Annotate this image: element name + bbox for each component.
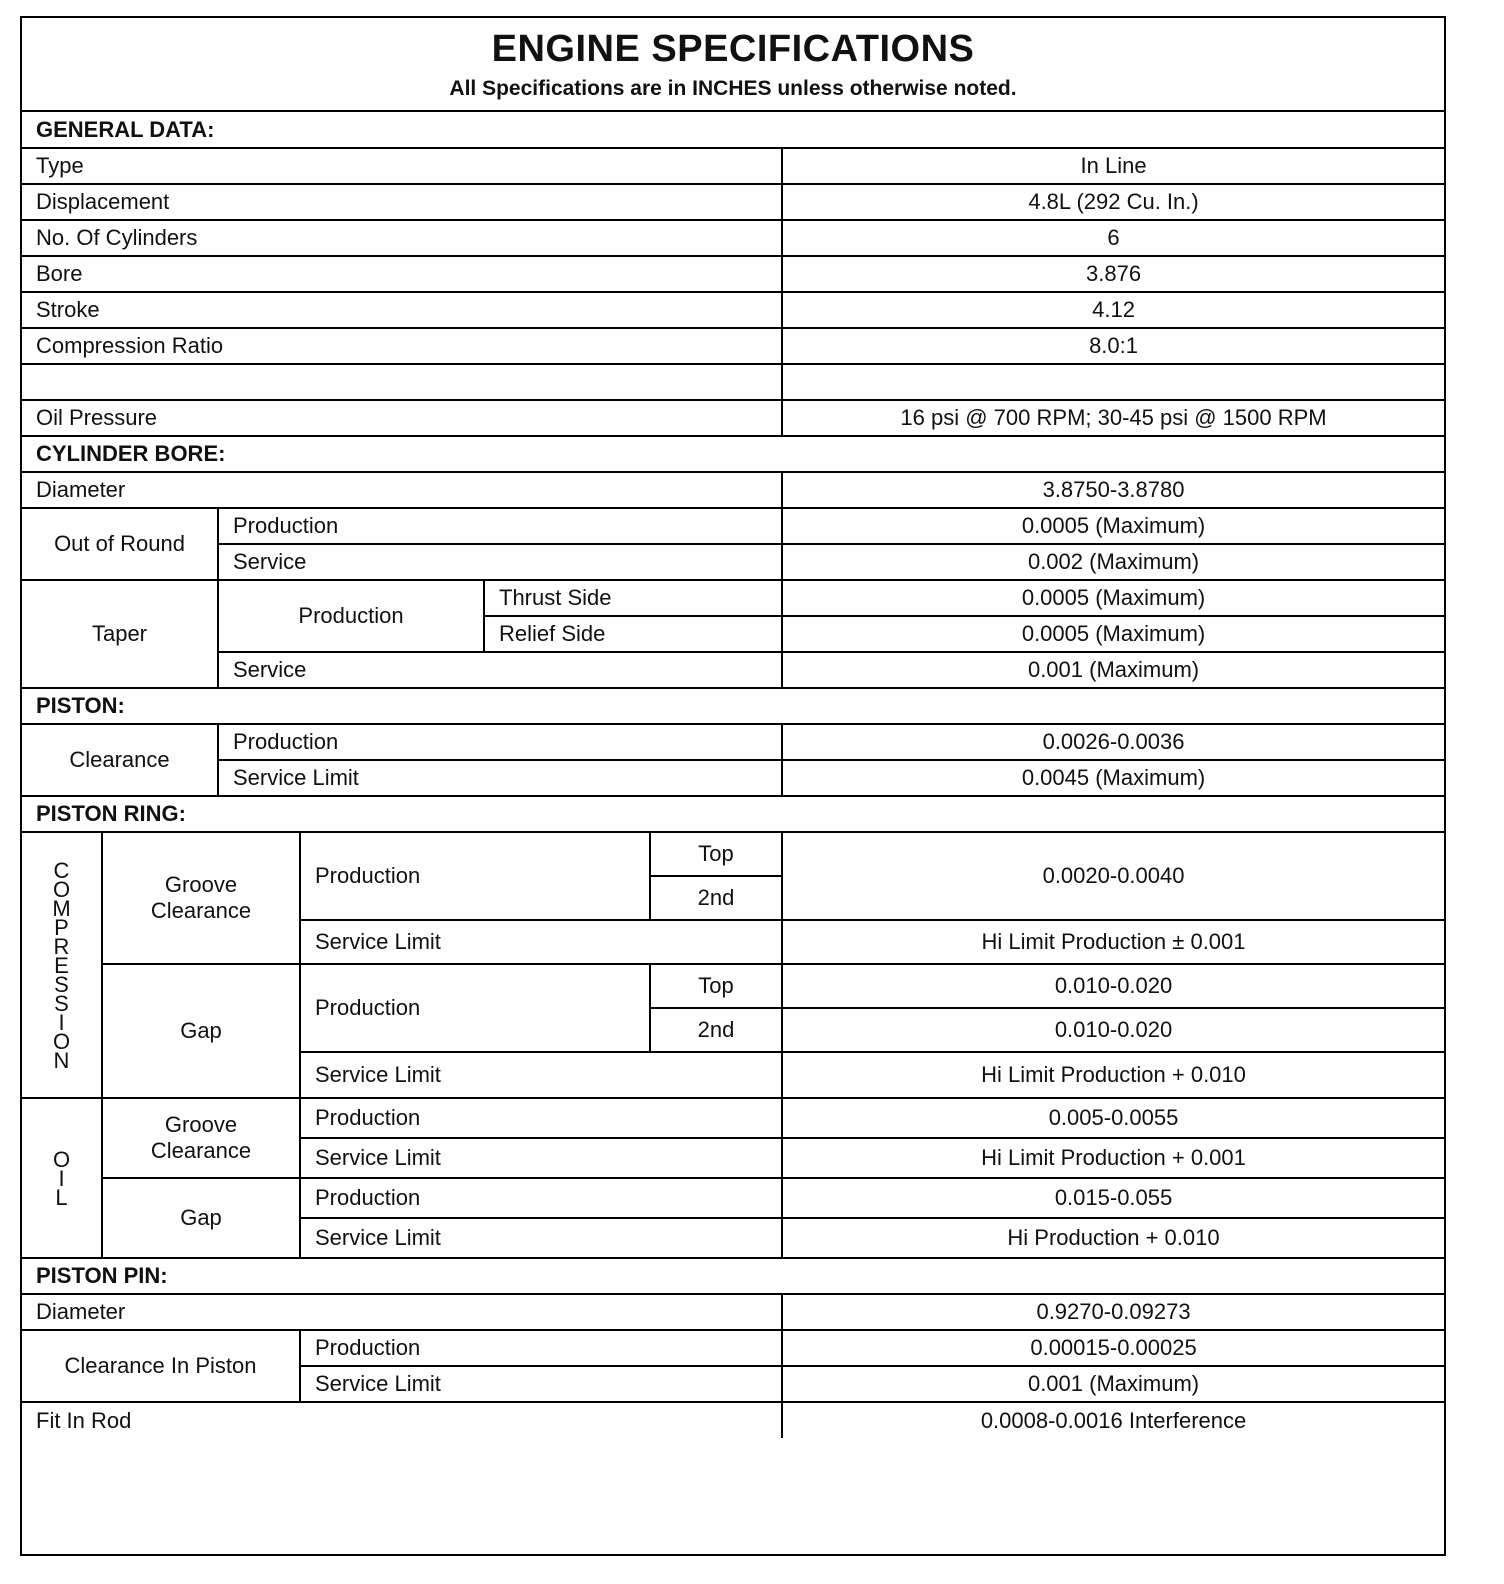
section-piston-ring: PISTON RING: bbox=[22, 796, 1444, 832]
table-row bbox=[22, 1098, 1444, 1138]
vertical-letter: I bbox=[58, 1165, 65, 1191]
group-label-taper: Taper bbox=[22, 580, 218, 688]
table-row bbox=[22, 964, 1444, 1008]
spec-label: Service Limit bbox=[300, 920, 782, 964]
spec-label: Diameter bbox=[22, 1294, 782, 1330]
ring-position-top: Top bbox=[650, 832, 782, 876]
spec-label bbox=[22, 364, 782, 400]
spec-label: Production bbox=[218, 724, 782, 760]
table-row bbox=[22, 544, 1444, 580]
spec-value: 0.0008-0.0016 Interference bbox=[782, 1402, 1444, 1438]
spec-label: Production bbox=[300, 964, 650, 1052]
page-subtitle: All Specifications are in INCHES unless otherwise noted. bbox=[449, 77, 1017, 100]
spec-label: Production bbox=[300, 1330, 782, 1366]
spec-label: No. Of Cylinders bbox=[22, 220, 782, 256]
table-row bbox=[22, 256, 1444, 292]
group-label-taper-production: Production bbox=[218, 580, 484, 652]
vertical-letter: P bbox=[54, 914, 69, 940]
spec-value: 0.015-0.055 bbox=[782, 1178, 1444, 1218]
spec-label: Fit In Rod bbox=[22, 1402, 782, 1438]
spec-value: 0.010-0.020 bbox=[782, 964, 1444, 1008]
vertical-letter: L bbox=[55, 1184, 68, 1210]
spec-label: Service Limit bbox=[218, 760, 782, 796]
table-row bbox=[22, 1294, 1444, 1330]
spec-value: 0.00015-0.00025 bbox=[782, 1330, 1444, 1366]
vertical-letter: S bbox=[54, 990, 69, 1016]
section-row bbox=[22, 796, 1444, 832]
section-cylinder-bore: CYLINDER BORE: bbox=[22, 436, 1444, 472]
vertical-letter: O bbox=[52, 1146, 71, 1172]
section-row bbox=[22, 688, 1444, 724]
page-title: ENGINE SPECIFICATIONS bbox=[491, 28, 975, 70]
engine-spec-sheet bbox=[20, 16, 1446, 1556]
group-label-gap: Gap bbox=[102, 964, 300, 1098]
group-label-oil-gap: Gap bbox=[102, 1178, 300, 1258]
spec-value: 16 psi @ 700 RPM; 30-45 psi @ 1500 RPM bbox=[782, 400, 1444, 436]
ring-position-2nd: 2nd bbox=[650, 876, 782, 920]
group-label-clearance: Clearance bbox=[22, 724, 218, 796]
vertical-letter: C bbox=[53, 857, 70, 883]
spec-value: 0.0005 (Maximum) bbox=[782, 616, 1444, 652]
spec-value: 3.8750-3.8780 bbox=[782, 472, 1444, 508]
spec-label: Thrust Side bbox=[484, 580, 782, 616]
vertical-label-oil bbox=[22, 1098, 102, 1258]
spec-label: Service bbox=[218, 652, 782, 688]
spec-value bbox=[782, 364, 1444, 400]
spec-value: 3.876 bbox=[782, 256, 1444, 292]
spec-label: Production bbox=[218, 508, 782, 544]
group-label-groove-clearance: Groove Clearance bbox=[102, 832, 300, 964]
spec-label: Stroke bbox=[22, 292, 782, 328]
vertical-letter: S bbox=[54, 971, 69, 997]
spec-value: 0.0005 (Maximum) bbox=[782, 580, 1444, 616]
vertical-letter: I bbox=[58, 1009, 65, 1035]
spec-label: Production bbox=[300, 1178, 782, 1218]
vertical-letter: N bbox=[53, 1047, 70, 1073]
table-row bbox=[22, 580, 1444, 616]
spec-value: 4.8L (292 Cu. In.) bbox=[782, 184, 1444, 220]
spec-label: Oil Pressure bbox=[22, 400, 782, 436]
table-row bbox=[22, 1178, 1444, 1218]
spec-label: Diameter bbox=[22, 472, 782, 508]
spec-value: 0.002 (Maximum) bbox=[782, 544, 1444, 580]
table-row bbox=[22, 400, 1444, 436]
table-row bbox=[22, 832, 1444, 876]
vertical-label-compression bbox=[22, 832, 102, 1098]
vertical-letter: M bbox=[52, 895, 71, 921]
table-row bbox=[22, 1402, 1444, 1438]
spec-value: 0.9270-0.09273 bbox=[782, 1294, 1444, 1330]
vertical-letter: E bbox=[54, 952, 69, 978]
section-general-data: GENERAL DATA: bbox=[22, 112, 1444, 148]
spec-label: Production bbox=[300, 1098, 782, 1138]
group-label-out-of-round: Out of Round bbox=[22, 508, 218, 580]
table-row bbox=[22, 292, 1444, 328]
spec-label: Service Limit bbox=[300, 1052, 782, 1098]
spec-value: Hi Limit Production + 0.001 bbox=[782, 1138, 1444, 1178]
spec-label: Displacement bbox=[22, 184, 782, 220]
spec-value: Hi Limit Production ± 0.001 bbox=[782, 920, 1444, 964]
spec-value: 0.0020-0.0040 bbox=[782, 832, 1444, 920]
spec-value: 4.12 bbox=[782, 292, 1444, 328]
spec-value: In Line bbox=[782, 148, 1444, 184]
section-piston: PISTON: bbox=[22, 688, 1444, 724]
table-row bbox=[22, 184, 1444, 220]
ring-position-2nd: 2nd bbox=[650, 1008, 782, 1052]
group-label-clearance-in-piston: Clearance In Piston bbox=[22, 1330, 300, 1402]
spec-label: Compression Ratio bbox=[22, 328, 782, 364]
table-row bbox=[22, 652, 1444, 688]
spec-value: 0.001 (Maximum) bbox=[782, 1366, 1444, 1402]
table-row bbox=[22, 328, 1444, 364]
ring-position-top: Top bbox=[650, 964, 782, 1008]
table-row bbox=[22, 724, 1444, 760]
spec-value: 0.010-0.020 bbox=[782, 1008, 1444, 1052]
table-row bbox=[22, 508, 1444, 544]
table-row bbox=[22, 1330, 1444, 1366]
spec-label: Service Limit bbox=[300, 1366, 782, 1402]
spec-value: 6 bbox=[782, 220, 1444, 256]
vertical-letter: O bbox=[52, 876, 71, 902]
sheet-header bbox=[22, 18, 1444, 112]
spec-table bbox=[22, 112, 1444, 1438]
spec-value: 0.0026-0.0036 bbox=[782, 724, 1444, 760]
spec-label: Service Limit bbox=[300, 1138, 782, 1178]
spec-value: Hi Limit Production + 0.010 bbox=[782, 1052, 1444, 1098]
vertical-letter: R bbox=[53, 933, 70, 959]
section-piston-pin: PISTON PIN: bbox=[22, 1258, 1444, 1294]
group-label-oil-groove-clearance: Groove Clearance bbox=[102, 1098, 300, 1178]
table-row bbox=[22, 760, 1444, 796]
spec-label: Service bbox=[218, 544, 782, 580]
spec-label: Production bbox=[300, 832, 650, 920]
section-row bbox=[22, 436, 1444, 472]
spec-label: Bore bbox=[22, 256, 782, 292]
spec-value: 0.0005 (Maximum) bbox=[782, 508, 1444, 544]
vertical-letter: O bbox=[52, 1028, 71, 1054]
spec-label: Relief Side bbox=[484, 616, 782, 652]
table-row bbox=[22, 148, 1444, 184]
spec-label: Type bbox=[22, 148, 782, 184]
spec-value: 0.0045 (Maximum) bbox=[782, 760, 1444, 796]
spec-value: 0.001 (Maximum) bbox=[782, 652, 1444, 688]
section-row bbox=[22, 1258, 1444, 1294]
table-row bbox=[22, 472, 1444, 508]
spec-value: Hi Production + 0.010 bbox=[782, 1218, 1444, 1258]
spec-value: 0.005-0.0055 bbox=[782, 1098, 1444, 1138]
table-row-blank bbox=[22, 364, 1444, 400]
spec-value: 8.0:1 bbox=[782, 328, 1444, 364]
section-row bbox=[22, 112, 1444, 148]
spec-label: Service Limit bbox=[300, 1218, 782, 1258]
table-row bbox=[22, 220, 1444, 256]
